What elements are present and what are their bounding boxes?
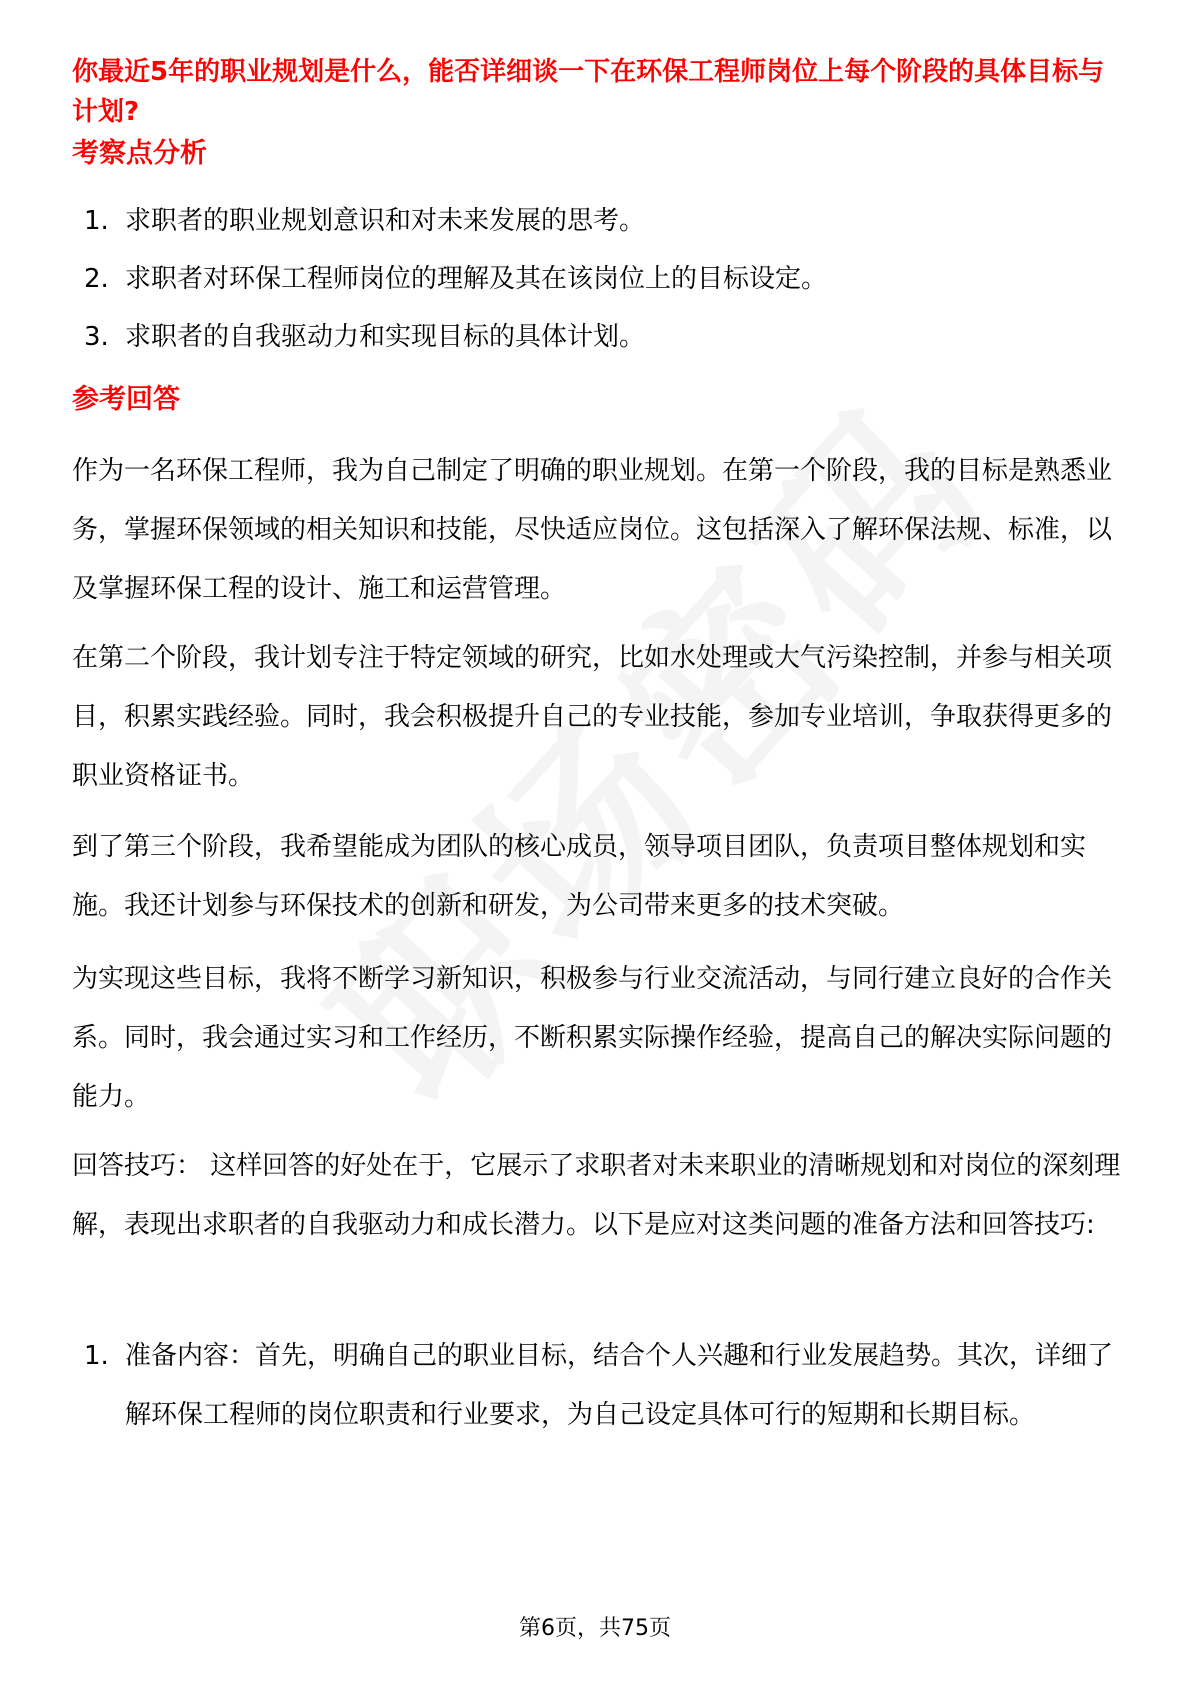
- analysis-list: [72, 202, 1122, 376]
- analysis-item-number: 2.: [84, 264, 109, 294]
- analysis-item-text: 求职者的职业规划意识和对未来发展的思考。: [125, 206, 646, 236]
- page-number: 第6页，共75页: [519, 1616, 671, 1641]
- analysis-item: [72, 260, 1122, 298]
- answer-heading: 参考回答: [72, 384, 180, 415]
- analysis-item-number: 3.: [84, 322, 109, 352]
- answer-paragraph: 到了第三个阶段，我希望能成为团队的核心成员，领导项目团队，负责项目整体规划和实施。我还计划参与环保技术的创新和研发，为公司带来更多的技术突破。: [72, 832, 1087, 921]
- tips-list: [72, 1327, 1122, 1445]
- tips-item: [72, 1327, 1122, 1445]
- analysis-item-text: 求职者对环保工程师岗位的理解及其在该岗位上的目标设定。: [125, 264, 828, 294]
- analysis-item-number: 1.: [84, 206, 109, 236]
- analysis-item: [72, 202, 1122, 240]
- tips-item-text: 准备内容：首先，明确自己的职业目标，结合个人兴趣和行业发展趋势。其次，详细了解环保工程师的岗位职责和行业要求，为自己设定具体可行的短期和长期目标。: [125, 1341, 1114, 1430]
- answer-tips-paragraph: 回答技巧： 这样回答的好处在于，它展示了求职者对未来职业的清晰规划和对岗位的深刻理解，表现出求职者的自我驱动力和成长潜力。以下是应对这类问题的准备方法和回答技巧:: [72, 1151, 1121, 1240]
- tips-item-number: 1.: [84, 1341, 109, 1371]
- analysis-item-text: 求职者的自我驱动力和实现目标的具体计划。: [125, 322, 646, 352]
- answer-paragraph: 为实现这些目标，我将不断学习新知识，积极参与行业交流活动，与同行建立良好的合作关系。同时，我会通过实习和工作经历，不断积累实际操作经验，提高自己的解决实际问题的能力。: [72, 964, 1113, 1112]
- answer-paragraph: 作为一名环保工程师，我为自己制定了明确的职业规划。在第一个阶段，我的目标是熟悉业务，掌握环保领域的相关知识和技能，尽快适应岗位。这包括深入了解环保法规、标准，以及掌握环保工程的设计、施工和运营管理。: [72, 456, 1113, 604]
- answer-paragraph: 在第二个阶段，我计划专注于特定领域的研究，比如水处理或大气污染控制，并参与相关项目，积累实践经验。同时，我会积极提升自己的专业技能，参加专业培训，争取获得更多的职业资格证书。: [72, 643, 1113, 791]
- analysis-heading: 考察点分析: [72, 138, 207, 169]
- question-title: 你最近5年的职业规划是什么，能否详细谈一下在环保工程师岗位上每个阶段的具体目标与计划?: [72, 57, 1105, 127]
- analysis-item: [72, 318, 1122, 356]
